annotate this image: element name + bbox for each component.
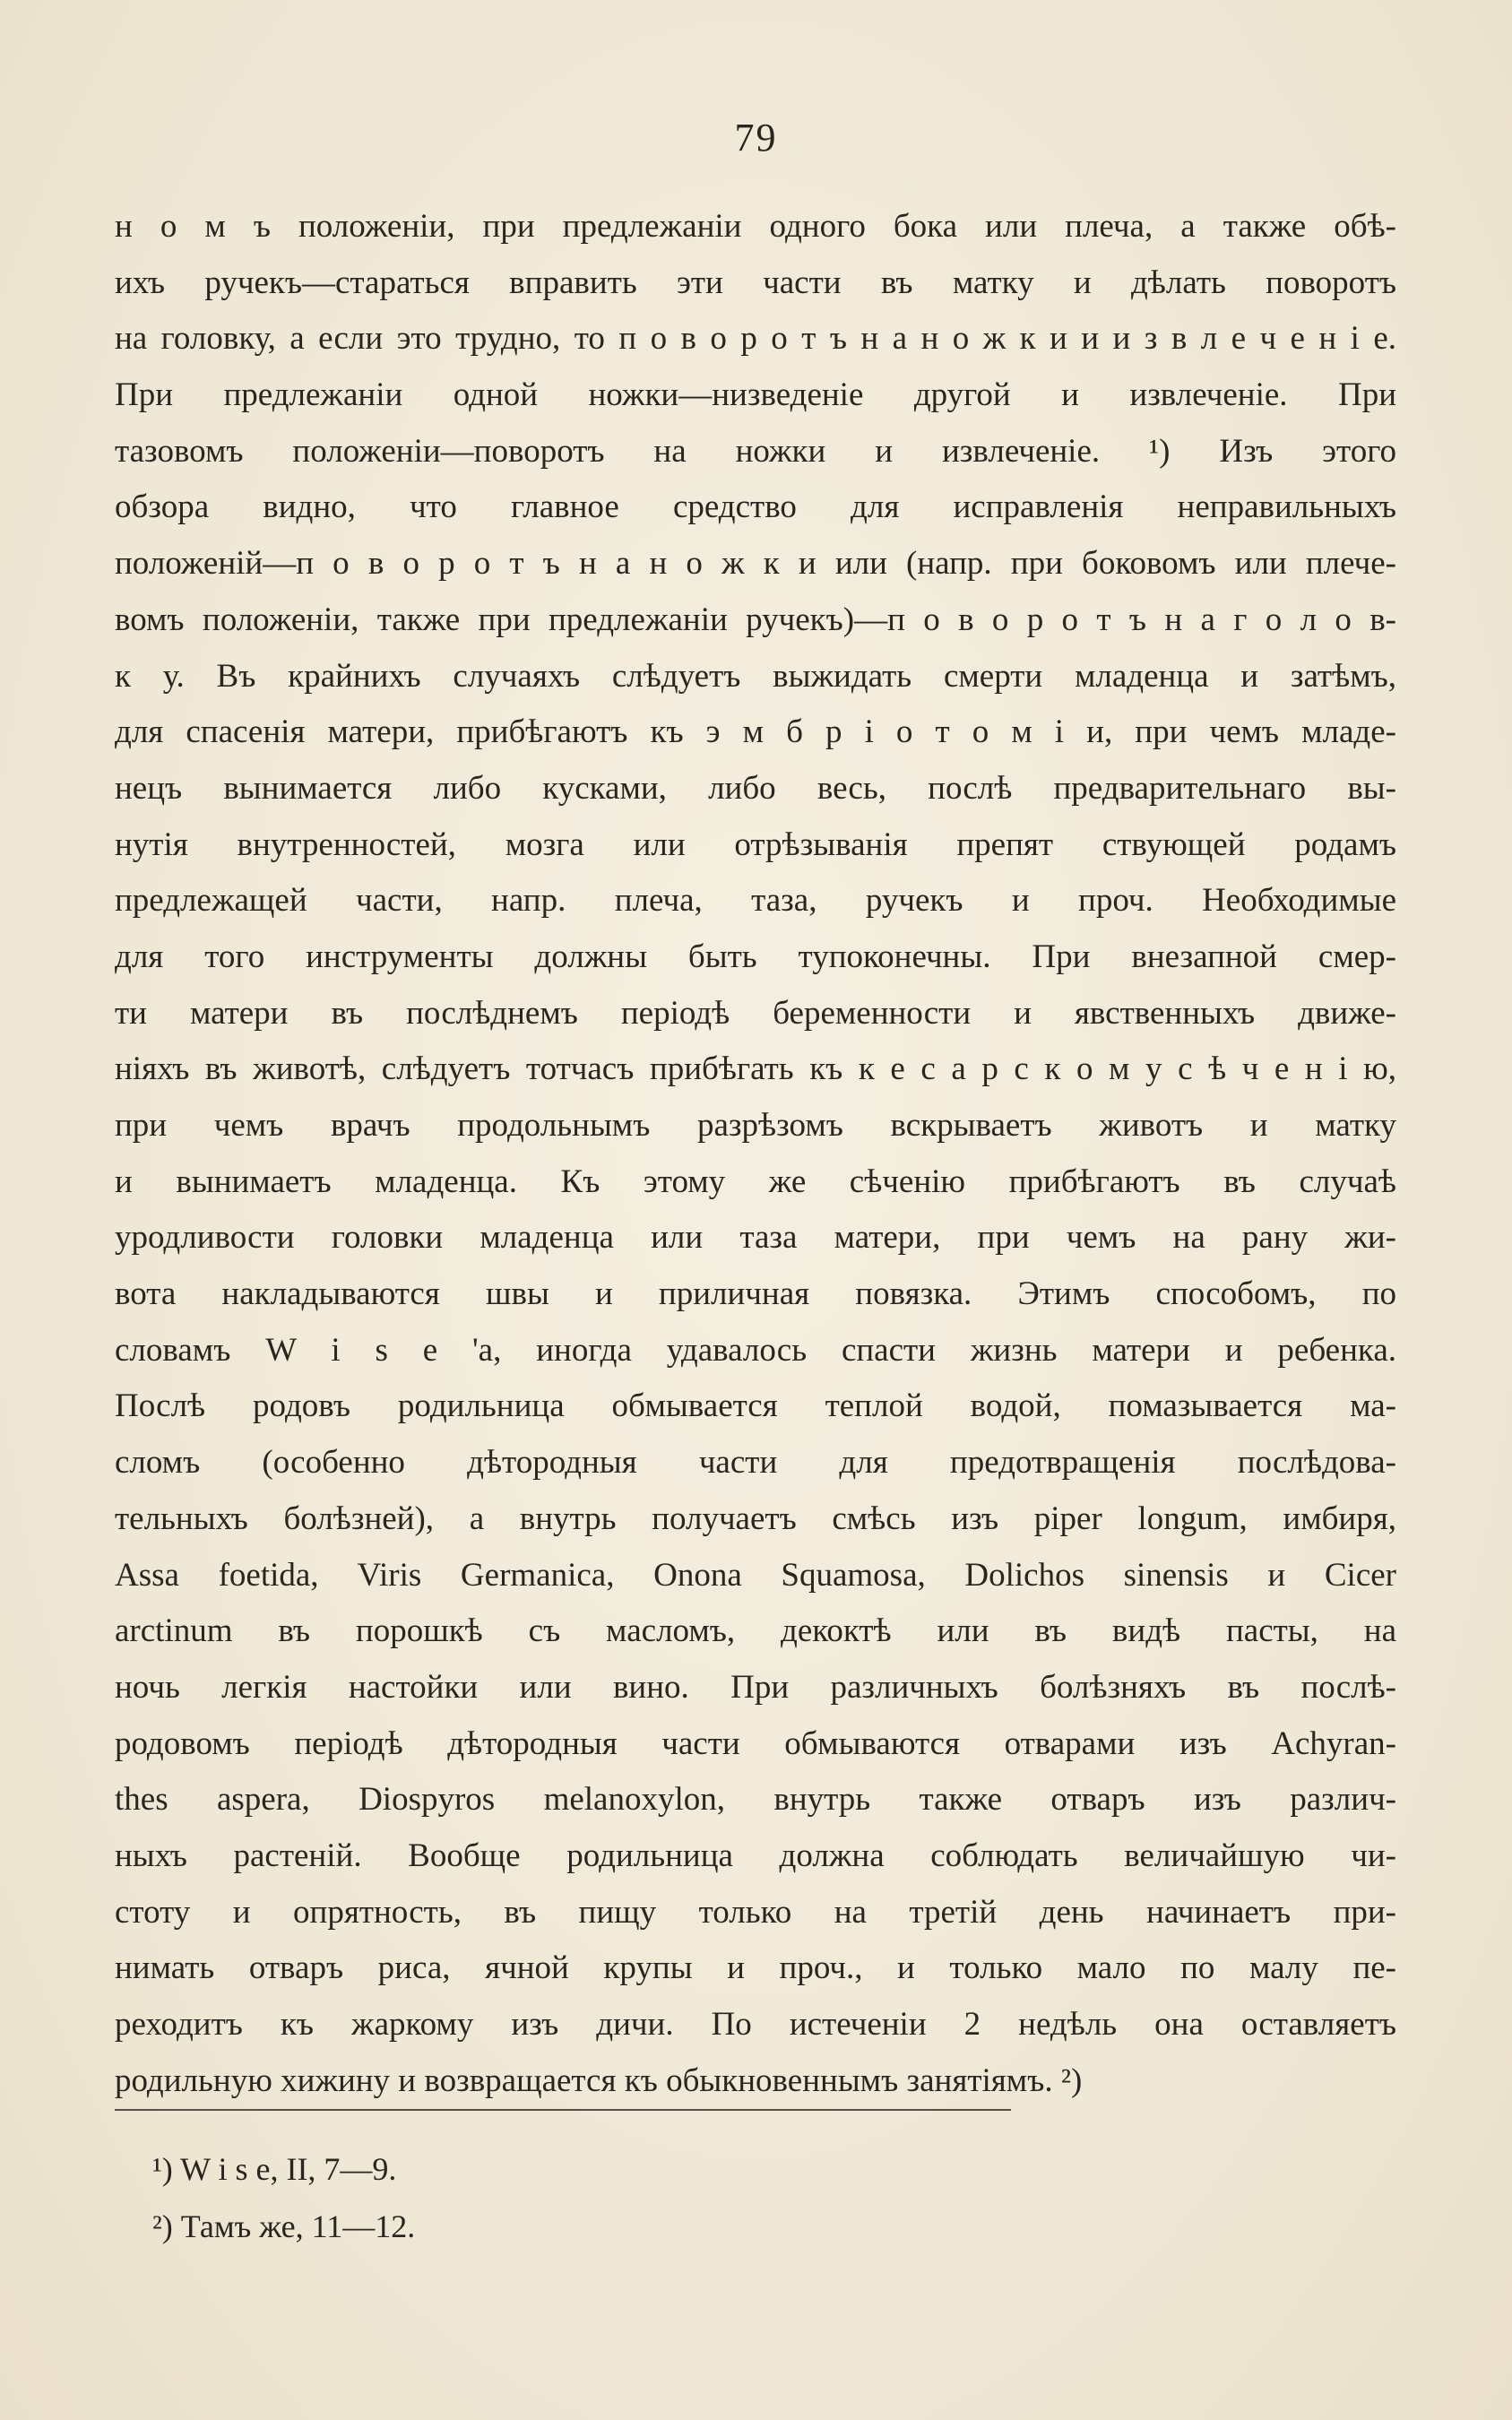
body-text: [115, 199, 1396, 2109]
text-line: при чемъ врачъ продольнымъ разрѣзомъ вскрываетъ животъ и матку: [115, 1107, 1396, 1144]
text-line: ихъ ручекъ—стараться вправить эти части въ матку и дѣлать поворотъ: [115, 264, 1396, 301]
text-line: Assa foetida, Viris Germanica, Onona Squamosa, Dolichos sinensis и Cicer: [115, 1556, 1396, 1594]
text-line: словамъ W i s e 'а, иногда удавалось спасти жизнь матери и ребенка.: [115, 1331, 1396, 1369]
text-line: реходитъ къ жаркому изъ дичи. По истеченіи 2 недѣль она оставляетъ: [115, 2006, 1396, 2043]
text-line: ніяхъ въ животѣ, слѣдуетъ тотчасъ прибѣгать къ к е с а р с к о м у с ѣ ч е н і ю,: [115, 1050, 1396, 1088]
page-number: 79: [734, 116, 778, 160]
text-line: уродливости головки младенца или таза матери, при чемъ на рану жи-: [115, 1219, 1396, 1257]
text-line: для того инструменты должны быть тупоконечны. При внезапной смер-: [115, 938, 1396, 975]
text-line: к у. Въ крайнихъ случаяхъ слѣдуетъ выжидать смерти младенца и затѣмъ,: [115, 657, 1396, 695]
footnote: ¹) W i s e, II, 7—9.: [152, 2151, 397, 2187]
text-line: родовомъ періодѣ дѣтородныя части обмываются отварами изъ Achyran-: [115, 1724, 1396, 1762]
text-line: на головку, а если это трудно, то п о в о р о т ъ н а н о ж к и и и з в л е ч е н і е.: [115, 320, 1396, 358]
text-line: ти матери въ послѣднемъ періодѣ беременности и явственныхъ движе-: [115, 994, 1396, 1032]
text-line: Послѣ родовъ родильница обмывается теплой водой, помазывается ма-: [115, 1387, 1396, 1425]
text-line: тельныхъ болѣзней), а внутрь получаетъ смѣсь изъ piper longum, имбиря,: [115, 1500, 1396, 1537]
text-line: arctinum въ порошкѣ съ масломъ, декоктѣ или въ видѣ пасты, на: [115, 1612, 1396, 1650]
text-line: родильную хижину и возвращается къ обыкновеннымъ занятіямъ. ²): [115, 2061, 1083, 2099]
text-line: сломъ (особенно дѣтородныя части для предотвращенія послѣдова-: [115, 1444, 1396, 1482]
text-line: нутія внутренностей, мозга или отрѣзыванія препят ствующей родамъ: [115, 825, 1396, 863]
text-line: тазовомъ положеніи—поворотъ на ножки и извлеченіе. ¹) Изъ этого: [115, 432, 1396, 470]
text-line: н о м ъ положеніи, при предлежаніи одного бока или плеча, а также обѣ-: [115, 208, 1396, 245]
footnote-divider: [115, 2109, 1011, 2111]
footnotes: [152, 2140, 1318, 2255]
text-line: При предлежаніи одной ножки—низведеніе другой и извлеченіе. При: [115, 376, 1396, 414]
text-line: предлежащей части, напр. плеча, таза, ручекъ и проч. Необходимые: [115, 882, 1396, 920]
footnote: ²) Тамъ же, 11—12.: [152, 2208, 416, 2244]
text-line: thes aspera, Diospyros melanoxylon, внутрь также отваръ изъ различ-: [115, 1781, 1396, 1819]
text-line: вомъ положеніи, также при предлежаніи ручекъ)—п о в о р о т ъ н а г о л о в-: [115, 601, 1396, 638]
text-line: нецъ вынимается либо кусками, либо весь, послѣ предварительнаго вы-: [115, 769, 1396, 807]
text-line: и вынимаетъ младенца. Къ этому же сѣченію прибѣгаютъ въ случаѣ: [115, 1162, 1396, 1200]
text-line: стоту и опрятность, въ пищу только на третій день начинаетъ при-: [115, 1893, 1396, 1931]
text-line: вота накладываются швы и приличная повязка. Этимъ способомъ, по: [115, 1275, 1396, 1313]
text-line: нимать отваръ риса, ячной крупы и проч., и только мало по малу пе-: [115, 1949, 1396, 1987]
text-line: положеній—п о в о р о т ъ н а н о ж к и или (напр. при боковомъ или плече-: [115, 545, 1396, 583]
text-line: ныхъ растеній. Вообще родильница должна соблюдать величайшую чи-: [115, 1837, 1396, 1874]
text-line: для спасенія матери, прибѣгаютъ къ э м б р і о т о м і и, при чемъ младе-: [115, 713, 1396, 751]
text-line: обзора видно, что главное средство для исправленія неправильныхъ: [115, 488, 1396, 526]
text-line: ночь легкія настойки или вино. При различныхъ болѣзняхъ въ послѣ-: [115, 1668, 1396, 1706]
